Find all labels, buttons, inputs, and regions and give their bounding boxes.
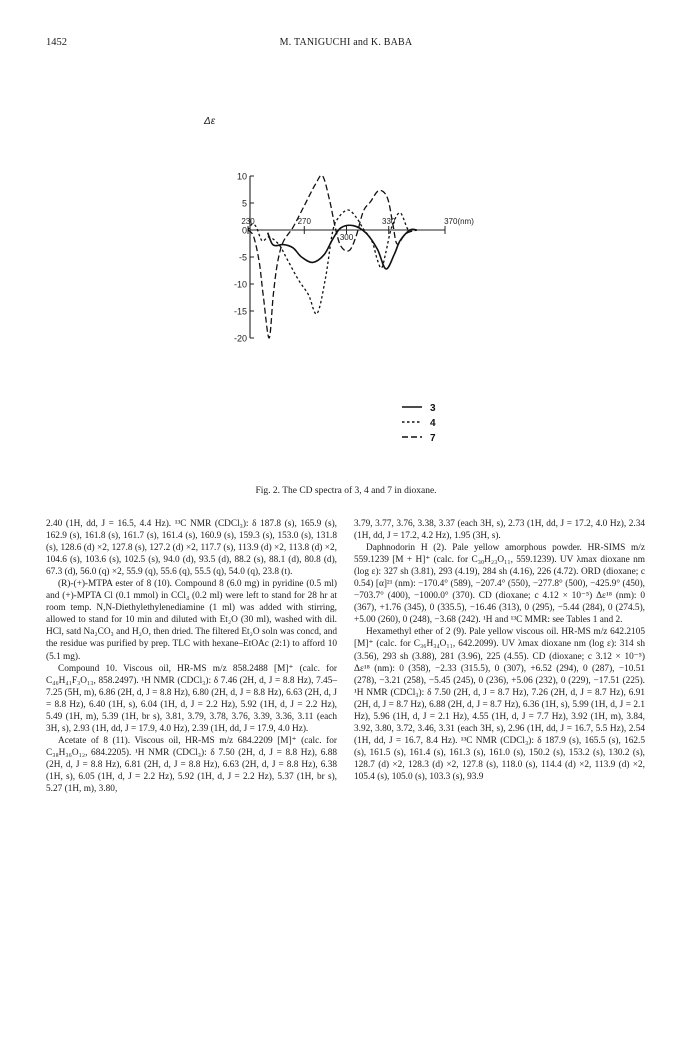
y-tick-label: 0 — [241, 225, 247, 236]
cd-spectra-chart — [0, 0, 692, 480]
x-tick-label: 230 — [241, 217, 255, 226]
y-tick-label: -20 — [233, 333, 247, 344]
y-tick-label: -15 — [233, 306, 247, 317]
paragraph: Compound 10. Viscous oil, HR-MS m/z 858.2488 [M]⁺ (calc. for C₄₆H₄₁F₃O₁₃, 858.2497). ¹H NMR (CDCl₃): δ 7.46 (2H, d, J = 8.8 Hz), 7.45–7.25 (5H, m), 6.86 (2H, d, J = 8.8 Hz), 6.80 (2H, d, J = 8.8 Hz), 6.63 (2H, d, J = 8.8 Hz), 6.40 (1H, s), 6.04 (1H, d, J = 2.2 Hz), 5.92 (1H, d, J = 2.2 Hz), 5.49 (1H, m), 5.39 (1H, br s), 3.81, 3.79, 3.78, 3.76, 3.39, 3.36, 3.11 (each 3H, s), 2.93 (1H, dd, J = 17.9, 4.0 Hz), 2.39 (1H, dd, J = 17.9, 4.0 Hz). — [46, 663, 337, 734]
paragraph: Acetate of 8 (11). Viscous oil, HR-MS m/z 684.2209 [M]⁺ (calc. for C₃₈H₃₆O₁₂, 684.2205). ¹H NMR (CDCl₃): δ 7.50 (2H, d, J = 8.8 Hz), 6.88 (2H, d, J = 8.8 Hz), 6.81 (2H, d, J = 8.8 Hz), 6.63 (2H, d, J = 8.8 Hz), 6.38 (1H, s), 6.05 (1H, d, J = 2.2 Hz), 5.92 (1H, d, J = 2.2 Hz), 5.37 (1H, br s), 5.27 (1H, m), 3.80, — [46, 735, 337, 795]
legend-label: 7 — [430, 433, 436, 444]
running-header: M. TANIGUCHI and K. BABA — [279, 37, 413, 48]
y-tick-label: -5 — [238, 252, 247, 263]
x-tick-label: 300 — [339, 233, 354, 242]
paragraph: Hexamethyl ether of 2 (9). Pale yellow viscous oil. HR-MS m/z 642.2105 [M]⁺ (calc. for C₃₆H₃₄O₁₁, 642.2099). UV λmax dioxane nm (log ε): 314 sh (3.56), 293 sh (3.88), 281 (3.96), 225 (4.55). CD (dioxane; c 3.12 × 10⁻⁵) Δε¹⁸ (nm): 0 (358), −2.33 (315.5), 0 (307), +6.52 (294), 0 (287), −10.51 (278), −3.21 (258), −5.45 (245), 0 (236), +5.06 (232), 0 (229), −17.51 (225). ¹H NMR (CDCl₃): δ 7.50 (2H, d, J = 8.7 Hz), 7.26 (2H, d, J = 8.7 Hz), 6.91 (2H, d, J = 8.7 Hz), 6.88 (2H, d, J = 8.7 Hz), 6.36 (1H, s), 5.99 (1H, d, J = 2.1 Hz), 5.96 (1H, d, J = 2.1 Hz), 4.55 (1H, d, J = 7.7 Hz), 3.92 (1H, m), 3.84, 3.92, 3.80, 3.72, 3.46, 3.31 (each 3H, s), 2.96 (1H, dd, J = 16.7, 5.5 Hz), 2.54 (1H, dd, J = 16.7, 8.4 Hz). ¹³C NMR (CDCl₃): δ 187.9 (s), 165.5 (s), 162.5 (s), 161.5 (s), 161.4 (s), 161.3 (s), 161.0 (s), 150.2 (s), 153.2 (s), 130.2 (s), 128.7 (d) ×2, 128.3 (d) ×2, 127.8 (s), 118.0 (s), 114.4 (d) ×2, 113.9 (d) ×2, 105.4 (s), 105.0 (s), 103.3 (s), 93.9 — [354, 627, 645, 782]
page-number: 1452 — [46, 37, 67, 48]
x-tick-label: 370(nm) — [444, 217, 474, 226]
y-tick-label: -10 — [233, 279, 247, 290]
text-column-left — [46, 518, 337, 795]
paragraph: 3.79, 3.77, 3.76, 3.38, 3.37 (each 3H, s), 2.73 (1H, dd, J = 17.2, 4.0 Hz), 2.34 (1H, dd, J = 17.2, 4.2 Hz), 1.95 (3H, s). — [354, 519, 645, 542]
x-tick-label: 330 — [382, 217, 396, 226]
paragraph: 2.40 (1H, dd, J = 16.5, 4.4 Hz). ¹³C NMR (CDCl₃): δ 187.8 (s), 165.9 (s), 162.9 (s), 161.8 (s), 161.7 (s), 161.4 (s), 160.9 (s), 159.3 (s), 153.0 (s), 131.8 (s), 128.6 (d) ×2, 127.8 (s), 127.2 (d) ×2, 117.7 (s), 113.9 (d) ×2, 113.8 (d) ×2, 104.6 (s), 103.6 (s), 102.5 (s), 94.0 (d), 93.5 (d), 88.2 (s), 88.1 (d), 80.8 (d), 67.3 (d), 56.0 (q) ×2, 55.9 (q), 55.6 (q), 55.5 (q), 54.0 (q), 23.8 (t). — [46, 519, 337, 578]
x-tick-label: 270 — [297, 217, 311, 226]
paragraph: Daphnodorin H (2). Pale yellow amorphous powder. HR-SIMS m/z 559.1239 [M + H]⁺ (calc. for C₃₀H₂₃O₁₁, 559.1239). UV λmax dioxane nm (log ε): 327 sh (3.81), 293 (4.19), 284 sh (4.16), 226 (4.72). ORD (dioxane; c 0.54) [α]²¹ (nm): −170.4° (589), −207.4° (550), −277.8° (500), −425.9° (450), −703.7° (400), −1000.0° (370). CD (dioxane; c 4.12 × 10⁻⁵) Δε¹⁸ (nm): 0 (367), +1.76 (345), 0 (335.5), −16.46 (313), 0 (295), −5.44 (284), 0 (274.5), +5.00 (260), 0 (248), −3.68 (242). ¹H and ¹³C MMR: see Tables 1 and 2. — [354, 543, 645, 626]
paragraph: (R)-(+)-MTPA ester of 8 (10). Compound 8 (6.0 mg) in pyridine (0.5 ml) and (+)-MPTA Cl (0.1 mmol) in CCl₄ (0.2 ml) were left to stand for 28 hr at room temp. N,N-Diethylethylenediamine (1 ml) was added with stirring, allowed to stand for 10 min and diluted with Et₂O (30 ml), washed with dil. HCl, satd Na₂CO₃ and H₂O, then dried. The filtered Et₂O soln was concd, and the residue was purified by prep. TLC with hexane–EtOAc (2:1) to afford 10 (5.1 mg). — [46, 579, 337, 662]
chart-legend — [402, 403, 436, 444]
y-tick-label: 5 — [241, 198, 247, 209]
legend-label: 3 — [430, 403, 436, 414]
legend-label: 4 — [430, 418, 436, 429]
chart-lines — [248, 175, 417, 338]
y-axis-label: Δε — [204, 116, 216, 127]
figure-caption: Fig. 2. The CD spectra of 3, 4 and 7 in dioxane. — [255, 486, 437, 496]
text-column-right — [354, 518, 645, 783]
series-line-7 — [248, 175, 417, 338]
y-tick-label: 10 — [236, 171, 247, 182]
